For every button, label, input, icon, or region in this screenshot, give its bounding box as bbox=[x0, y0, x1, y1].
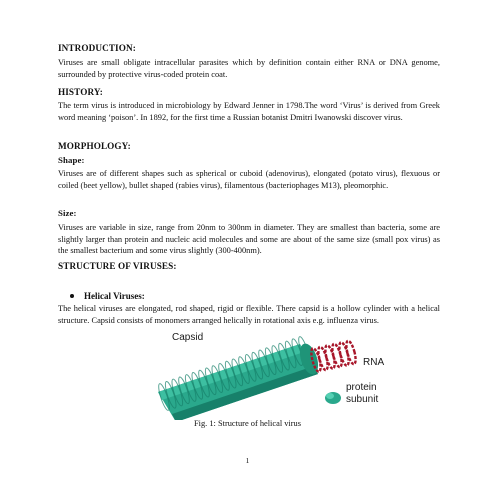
paragraph-history: The term virus is introduced in microbiology by Edward Jenner in 1798.The word ‘Virus’ is derived from Greek word meaning ‘poison’. In 1892, for the first time a Russian botanist Dmitri Iwanowski discover virus. bbox=[58, 101, 440, 122]
paragraph-size: Viruses are variable in size, range from 20nm to 300nm in diameter. They are smallest than bacteria, some are slightly larger than protein and nucleic acid molecules and some are about of the same size (small pox virus) as the smallest bacterium and some virus slightly (300-400nm). bbox=[58, 223, 440, 256]
page-number: 1 bbox=[245, 456, 250, 465]
paragraph-introduction: Viruses are small obligate intracellular parasites which by definition contain either RNA or DNA genome, surrounded by protective virus-coded protein coat. bbox=[58, 58, 440, 79]
heading-shape: Shape: bbox=[58, 155, 85, 165]
heading-history: HISTORY: bbox=[58, 87, 103, 97]
figure-caption: Fig. 1: Structure of helical virus bbox=[194, 419, 301, 428]
label-capsid: Capsid bbox=[172, 332, 204, 343]
capsid-tube bbox=[157, 336, 322, 420]
paragraph-helical: The helical viruses are elongated, rod shaped, rigid or flexible. There capsid is a hollow cylinder with a helical structure. Capsid consists of monomers arranged helically in rotational axis e.g. influenza virus. bbox=[58, 304, 440, 325]
helical-virus-figure bbox=[150, 330, 420, 420]
bullet-helical bbox=[70, 291, 145, 301]
heading-morphology: MORPHOLOGY: bbox=[58, 141, 131, 151]
bullet-dot-icon bbox=[70, 294, 74, 298]
label-protein: protein bbox=[346, 382, 377, 393]
heading-size: Size: bbox=[58, 208, 77, 218]
protein-subunit-icon bbox=[325, 392, 341, 404]
heading-structure: STRUCTURE OF VIRUSES: bbox=[58, 261, 177, 271]
paragraph-shape: Viruses are of different shapes such as spherical or cuboid (adenovirus), elongated (potato virus), flexuous or coiled (beet yellow), bullet shaped (rabies virus), filamentous (bacteriophages M13), pleomorphic. bbox=[58, 169, 440, 190]
heading-introduction: INTRODUCTION: bbox=[58, 43, 136, 53]
label-rna: RNA bbox=[363, 357, 385, 368]
label-subunit: subunit bbox=[346, 394, 379, 405]
bullet-helical-label: Helical Viruses: bbox=[84, 291, 145, 301]
